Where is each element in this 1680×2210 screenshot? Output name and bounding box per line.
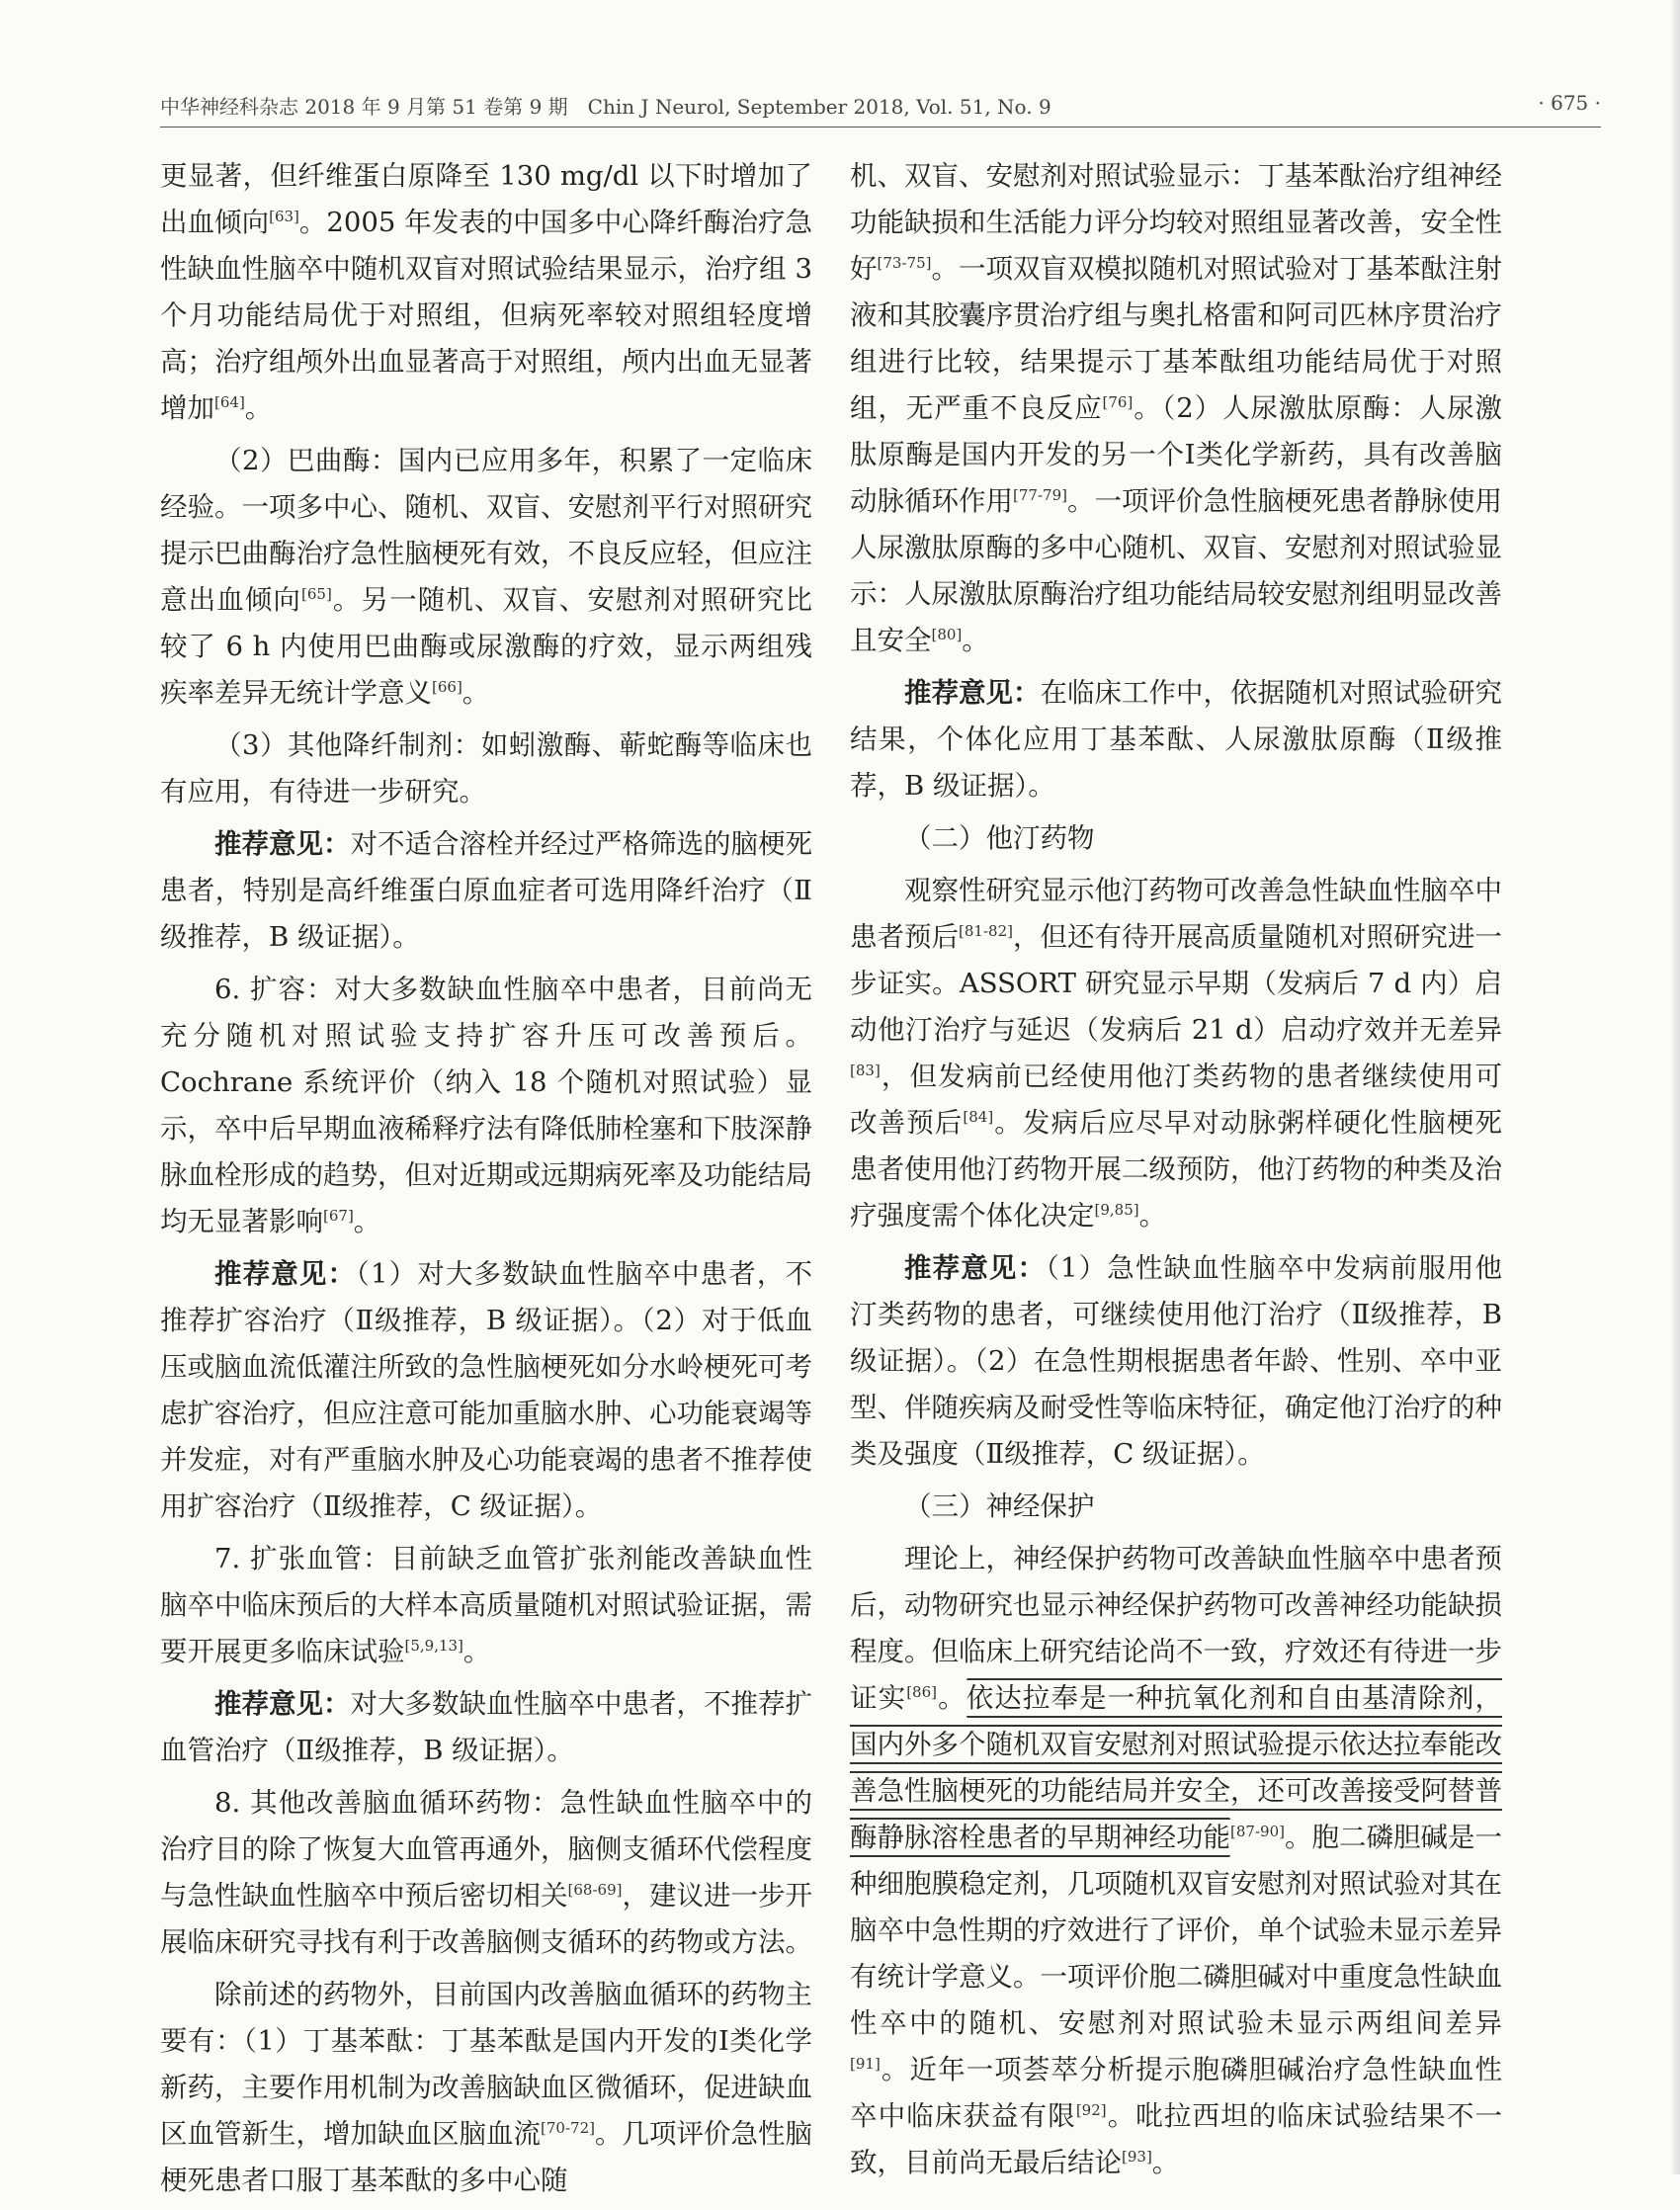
paragraph: （3）其他降纤制剂：如蚓激酶、蕲蛇酶等临床也有应用，有待进一步研究。	[160, 729, 812, 808]
page-number: · 675 ·	[1538, 91, 1601, 115]
text-run: 对大多数缺血性脑卒中患者，不推荐扩血管治疗（Ⅱ级推荐，B 级证据）。	[160, 1688, 812, 1766]
citation-ref: [5,9,13]	[404, 1636, 463, 1655]
text-run: 。2005 年发表的中国多中心降纤酶治疗急性缺血性脑卒中随机双盲对照试验结果显示，治疗组 3 个月功能结局优于对照组，但病死率较对照组轻度增高；治疗组颅外出血显著高于对照组，颅内出血无显著增加	[160, 207, 812, 424]
paragraph	[850, 1536, 1502, 2186]
citation-ref: [81-82]	[959, 921, 1013, 940]
text-run: 理论上，神经保护药物可改善缺血性脑卒中患者预后，动物研究也显示神经保护药物可改善神经功能缺损程度。但临床上研究结论尚不一致，疗效还有待进一步证实	[850, 1543, 1502, 1714]
text-run: 。胞二磷胆碱是一种细胞膜稳定剂，几项随机双盲安慰剂对照试验对其在脑卒中急性期的疗效进行了评价，单个试验未显示差异有统计学意义。一项评价胞二磷胆碱对中重度急性缺血性卒中的随机、安慰剂对照试验未显示两组间差异	[850, 1822, 1503, 2039]
text-run: 。一项评价急性脑梗死患者静脉使用人尿激肽原酶的多中心随机、双盲、安慰剂对照试验显示：人尿激肽原酶治疗组功能结局较安慰剂组明显改善且安全	[850, 485, 1503, 656]
text-run: （1）对大多数缺血性脑卒中患者，不推荐扩容治疗（Ⅱ级推荐，B 级证据）。（2）对于低血压或脑血流低灌注所致的急性脑梗死如分水岭梗死可考虑扩容治疗，但应注意可能加重脑水肿、心功能衰竭等并发症，对有严重脑水肿及心功能衰竭的患者不推荐使用扩容治疗（Ⅱ级推荐，C 级证据）。	[160, 1258, 812, 1522]
recommendation-paragraph	[160, 821, 812, 961]
recommendation-paragraph	[850, 1245, 1502, 1478]
text-run: 6. 扩容：对大多数缺血性脑卒中患者，目前尚无充分随机对照试验支持扩容升压可改善预后。Cochrane 系统评价（纳入 18 个随机对照试验）显示，卒中后早期血液稀释疗法有降低肺栓塞和下肢深静脉血栓形成的趋势，但对近期或远期病死率及功能结局均无显著影响	[160, 974, 812, 1237]
recommendation-paragraph	[850, 670, 1502, 809]
text-run: 。几项评价急性脑梗死患者口服丁基苯酞的多中心随	[160, 2118, 813, 2196]
text-run: 观察性研究显示他汀药物可改善急性缺血性脑卒中患者预后	[850, 875, 1502, 953]
recommendation-paragraph	[160, 1251, 812, 1530]
recommendation-label: 推荐意见：	[904, 1252, 1047, 1284]
citation-ref: [9,85]	[1094, 1200, 1139, 1219]
citation-ref: [92]	[1075, 2100, 1107, 2119]
text-run: 。（2）人尿激肽原酶：人尿激肽原酶是国内开发的另一个Ⅰ类化学新药，具有改善脑动脉循环作用	[850, 392, 1503, 517]
recommendation-label: 推荐意见：	[214, 828, 351, 860]
citation-ref: [93]	[1122, 2147, 1152, 2166]
paragraph	[160, 1780, 812, 1966]
recommendation-label: 推荐意见：	[214, 1688, 351, 1720]
text-run: 。近年一项荟萃分析提示胞磷胆碱治疗急性缺血性卒中临床获益有限	[850, 2054, 1502, 2132]
text-run: 。吡拉西坦的临床试验结果不一致，目前尚无最后结论	[850, 2100, 1503, 2178]
text-run: ，建议进一步开展临床研究寻找有利于改善脑侧支循环的药物或方法。	[160, 1880, 812, 1958]
paragraph	[160, 153, 812, 432]
left-column	[160, 153, 812, 2210]
paragraph	[160, 438, 812, 717]
section-heading-neuroprotection: （三）神经保护	[904, 1490, 1095, 1522]
text-run: 除前述的药物外，目前国内改善脑血循环的药物主要有：（1）丁基苯酞：丁基苯酞是国内开发的Ⅰ类化学新药，主要作用机制为改善脑缺血区微循环，促进缺血区血管新生，增加缺血区脑血流	[160, 1979, 812, 2150]
text-run: 。	[962, 625, 989, 656]
text-run: 。另一随机、双盲、安慰剂对照研究比较了 6 h 内使用巴曲酶或尿激酶的疗效，显示两组残疾率差异无统计学意义	[160, 584, 813, 709]
text-run: （2）巴曲酶：国内已应用多年，积累了一定临床经验。一项多中心、随机、双盲、安慰剂平行对照研究提示巴曲酶治疗急性脑梗死有效，不良反应轻，但应注意出血倾向	[160, 445, 812, 616]
text-run: 。	[244, 392, 273, 424]
text-run: 8. 其他改善脑血循环药物：急性缺血性脑卒中的治疗目的除了恢复大血管再通外，脑侧支循环代偿程度与急性缺血性脑卒中预后密切相关	[160, 1787, 812, 1912]
citation-ref: [70-72]	[541, 2118, 595, 2137]
citation-ref: [67]	[323, 1206, 354, 1225]
text-run: 。一项双盲双模拟随机对照试验对丁基苯酞注射液和其胶囊序贯治疗组与奥扎格雷和阿司匹林序贯治疗组进行比较，结果提示丁基苯酞组功能结局优于对照组，无严重不良反应	[850, 253, 1503, 424]
scan-edge-shadow	[1672, 0, 1680, 2174]
citation-ref: [83]	[850, 1061, 881, 1079]
text-run: ，但发病前已经使用他汀类药物的患者继续使用可改善预后	[850, 1061, 1502, 1139]
citation-ref: [76]	[1102, 392, 1134, 411]
paragraph	[160, 1536, 812, 1675]
right-column	[850, 153, 1502, 2192]
citation-ref: [66]	[432, 677, 462, 696]
text-run: 对不适合溶栓并经过严格筛选的脑梗死患者，特别是高纤维蛋白原血症者可选用降纤治疗（Ⅱ级推荐，B 级证据）。	[160, 828, 812, 953]
text-run: 机、双盲、安慰剂对照试验显示：丁基苯酞治疗组神经功能缺损和生活能力评分均较对照组显著改善，安全性好	[850, 160, 1502, 285]
text-run: （1）急性缺血性脑卒中发病前服用他汀类药物的患者，可继续使用他汀治疗（Ⅱ级推荐，B 级证据）。（2）在急性期根据患者年龄、性别、卒中亚型、伴随疾病及耐受性等临床特征，确定他汀治疗的种类及强度（Ⅱ级推荐，C 级证据）。	[850, 1252, 1502, 1470]
citation-ref: [91]	[850, 2054, 881, 2073]
text-run: 更显著，但纤维蛋白原降至 130 mg/dl 以下时增加了出血倾向	[160, 160, 812, 238]
text-run: 。	[1151, 2147, 1180, 2178]
paragraph	[850, 868, 1502, 1239]
recommendation-paragraph	[160, 1681, 812, 1774]
paragraph	[850, 153, 1502, 664]
citation-ref: [77-79]	[1013, 485, 1067, 504]
citation-ref: [84]	[963, 1107, 994, 1126]
text-run: 。	[937, 1682, 966, 1714]
citation-ref: [65]	[301, 584, 332, 603]
text-run: 。	[462, 1636, 491, 1667]
citation-ref: [63]	[269, 207, 299, 225]
text-run: 7. 扩张血管：目前缺乏血管扩张剂能改善缺血性脑卒中临床预后的大样本高质量随机对照试验证据，需要开展更多临床试验	[160, 1543, 812, 1667]
citation-ref: [64]	[214, 392, 245, 411]
journal-citation: 中华神经科杂志 2018 年 9 月第 51 卷第 9 期 Chin J Neurol, September 2018, Vol. 51, No. 9	[160, 95, 1051, 119]
recommendation-label: 推荐意见：	[214, 1258, 357, 1290]
citation-ref: [86]	[906, 1682, 937, 1701]
citation-ref: [87-90]	[1230, 1822, 1285, 1840]
text-run: 。	[462, 677, 490, 709]
hand-drawn-highlight: 依达拉奉是一种抗氧化剂和自由基清除剂，国内外多个随机双盲安慰剂对照试验提示依达拉奉能改善急性脑梗死的功能结局并安全，还可改善接受阿替普酶静脉溶栓患者的早期神经功能	[850, 1678, 1502, 1857]
section-heading-statin: （二）他汀药物	[904, 822, 1095, 854]
text-run: 在临床工作中，依据随机对照试验研究结果，个体化应用丁基苯酞、人尿激肽原酶（Ⅱ级推荐，B 级证据）。	[850, 677, 1502, 802]
citation-ref: [80]	[931, 625, 963, 643]
recommendation-label: 推荐意见：	[904, 677, 1041, 709]
text-run: 。发病后应尽早对动脉粥样硬化性脑梗死患者使用他汀药物开展二级预防，他汀药物的种类及治疗强度需个体化决定	[850, 1107, 1503, 1232]
paragraph	[160, 967, 812, 1245]
citation-ref: [68-69]	[567, 1880, 623, 1899]
paragraph	[160, 1972, 812, 2204]
citation-ref: [73-75]	[877, 253, 932, 272]
text-run: ，但还有待开展高质量随机对照研究进一步证实。ASSORT 研究显示早期（发病后 7 d 内）启动他汀治疗与延迟（发病后 21 d）启动疗效并无差异	[850, 921, 1503, 1046]
header-rule	[160, 127, 1601, 128]
running-header	[160, 91, 1601, 121]
text-run: 。	[1138, 1200, 1167, 1232]
text-run: 。	[353, 1206, 381, 1237]
